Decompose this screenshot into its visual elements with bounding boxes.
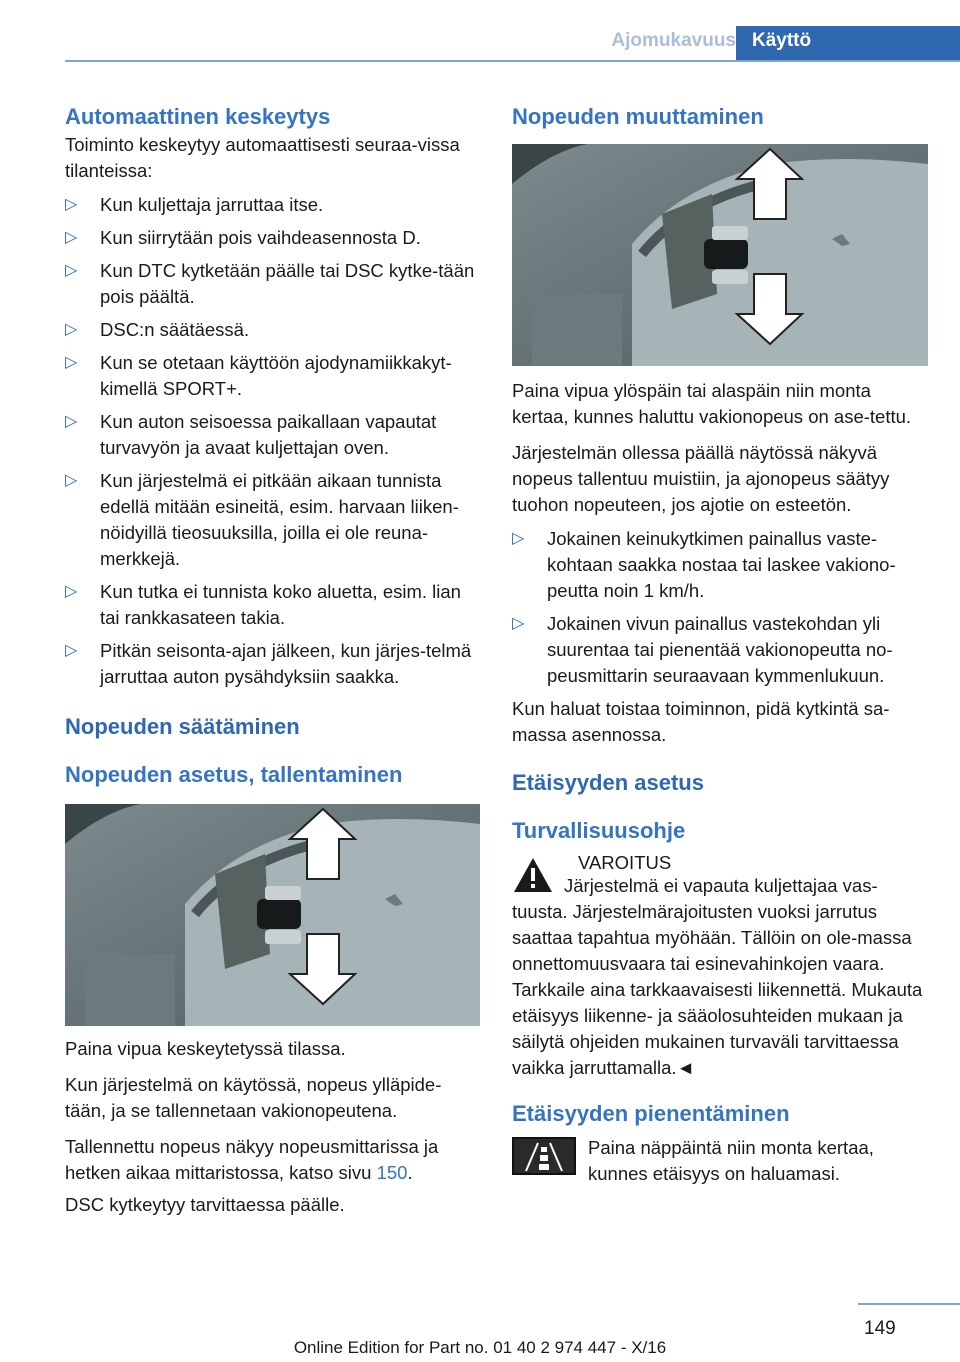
list-item: ▷ DSC:n säätäessä. [65,317,480,343]
triangle-bullet-icon: ▷ [65,321,78,338]
triangle-bullet-icon: ▷ [65,642,78,659]
list-item: ▷ Kun auton seisoessa paikallaan vapautat turvavyön ja avaat kuljettajan oven. [65,411,437,458]
list-item: ▷ Jokainen keinukytkimen painallus vaste-kohtaan saakka nostaa tai laskee vakiono-peutta noin 1 km/h. [512,528,896,601]
list-item: ▷ Jokainen vivun painallus vastekohdan yli suurentaa tai pienentää vakionopeutta no-peusmittarin seuraavaan kymmenlukuun. [512,613,893,686]
warning-text: Järjestelmä ei vapauta kuljettajaa vas-tuusta. Järjestelmärajoitusten vuoksi jarrutus saattaa tapahtua myöhään. Tällöin on ole-massa onnettomuusvaara tai esinevahinkojen vaara. Tarkkaile aina tarkkaavaisesti liikennettä. Mukauta etäisyys liikenne- ja sääolosuhteiden mukaan ja säilytä ohjeiden mukainen turvaväli tarvittaessa vaikka jarruttamalla.◄ [512,875,923,1078]
auto-stop-intro: Toiminto keskeytyy automaattisesti seuraa-vissa tilanteissa: [65,134,460,181]
footer-rule [858,1303,960,1305]
triangle-bullet-icon: ▷ [65,196,78,213]
left-column [65,102,480,1218]
triangle-bullet-icon: ▷ [65,229,78,246]
edition-note: Online Edition for Part no. 01 40 2 974 447 - X/16 [293,1338,667,1357]
speed-control-heading: Nopeuden säätäminen [65,714,300,739]
triangle-bullet-icon: ▷ [65,583,78,600]
header-rule [65,60,960,62]
page-link[interactable]: 150 [376,1162,408,1183]
list-item: ▷ Kun siirrytään pois vaihdeasennosta D. [65,225,480,251]
reduce-distance-block [512,1135,928,1187]
warning-title: VAROITUS [578,852,672,873]
section-tab: Ajomukavuus [611,30,736,51]
auto-stop-list [65,192,480,690]
steering-wheel-lever-image-2 [512,144,928,366]
steering-wheel-lever-image [65,804,480,1026]
set-paragraph-1: Paina vipua keskeytetyssä tilassa. [65,1038,346,1059]
triangle-bullet-icon: ▷ [65,262,78,279]
triangle-bullet-icon: ▷ [65,472,78,489]
right-column [512,102,928,1187]
list-item: ▷ Kun DTC kytketään päälle tai DSC kytke-tään pois päältä. [65,260,475,307]
change-paragraph-2: Järjestelmän ollessa päällä näytössä näkyvä nopeus tallentuu muistiin, ja ajonopeus säätyy tuohon nopeuteen, jos ajotie on esteetön. [512,442,890,515]
speed-change-heading: Nopeuden muuttaminen [512,104,764,129]
page-number: 149 [864,1318,896,1339]
distance-button-icon [512,1137,576,1175]
triangle-bullet-icon: ▷ [65,354,78,371]
auto-stop-heading: Automaattinen keskeytys [65,104,331,129]
list-item: ▷ Kun tutka ei tunnista koko aluetta, esim. lian tai rankkasateen takia. [65,581,461,628]
speed-set-heading: Nopeuden asetus, tallentaminen [65,762,403,787]
triangle-bullet-icon: ▷ [512,530,525,547]
reduce-distance-text: Paina näppäintä niin monta kertaa, kunnes etäisyys on haluamasi. [588,1137,874,1184]
list-item: ▷ Kun kuljettaja jarruttaa itse. [65,192,480,218]
change-paragraph-1: Paina vipua ylöspäin tai alaspäin niin monta kertaa, kunnes haluttu vakionopeus on ase-tettu. [512,380,912,427]
set-paragraph-2: Kun järjestelmä on käytössä, nopeus ylläpide-tään, ja se tallennetaan vakionopeutena. [65,1074,442,1121]
safety-heading: Turvallisuusohje [512,818,686,843]
page-header [65,26,960,62]
list-item: ▷ Kun se otetaan käyttöön ajodynamiikkakyt-kimellä SPORT+. [65,352,452,399]
current-tab: Käyttö [736,26,960,62]
triangle-bullet-icon: ▷ [512,615,525,632]
list-item: ▷ Pitkän seisonta-ajan jälkeen, kun järjes-telmä jarruttaa auton pysähdyksiin saakka. [65,640,472,687]
triangle-bullet-icon: ▷ [65,413,78,430]
reduce-distance-heading: Etäisyyden pienentäminen [512,1101,790,1126]
list-item: ▷ Kun järjestelmä ei pitkään aikaan tunnista edellä mitään esineitä, esim. harvaan liiken-nöidyillä tieosuuksilla, joilla ei ole reuna-merkkejä. [65,470,459,569]
distance-heading: Etäisyyden asetus [512,770,704,795]
set-paragraph-4: DSC kytkeytyy tarvittaessa päälle. [65,1194,345,1215]
change-paragraph-3: Kun haluat toistaa toiminnon, pidä kytkintä sa-massa asennossa. [512,698,890,745]
set-paragraph-3: Tallennettu nopeus näkyy nopeusmittarissa ja hetken aikaa mittaristossa, katso sivu 150. [65,1136,439,1183]
change-list [512,526,928,689]
